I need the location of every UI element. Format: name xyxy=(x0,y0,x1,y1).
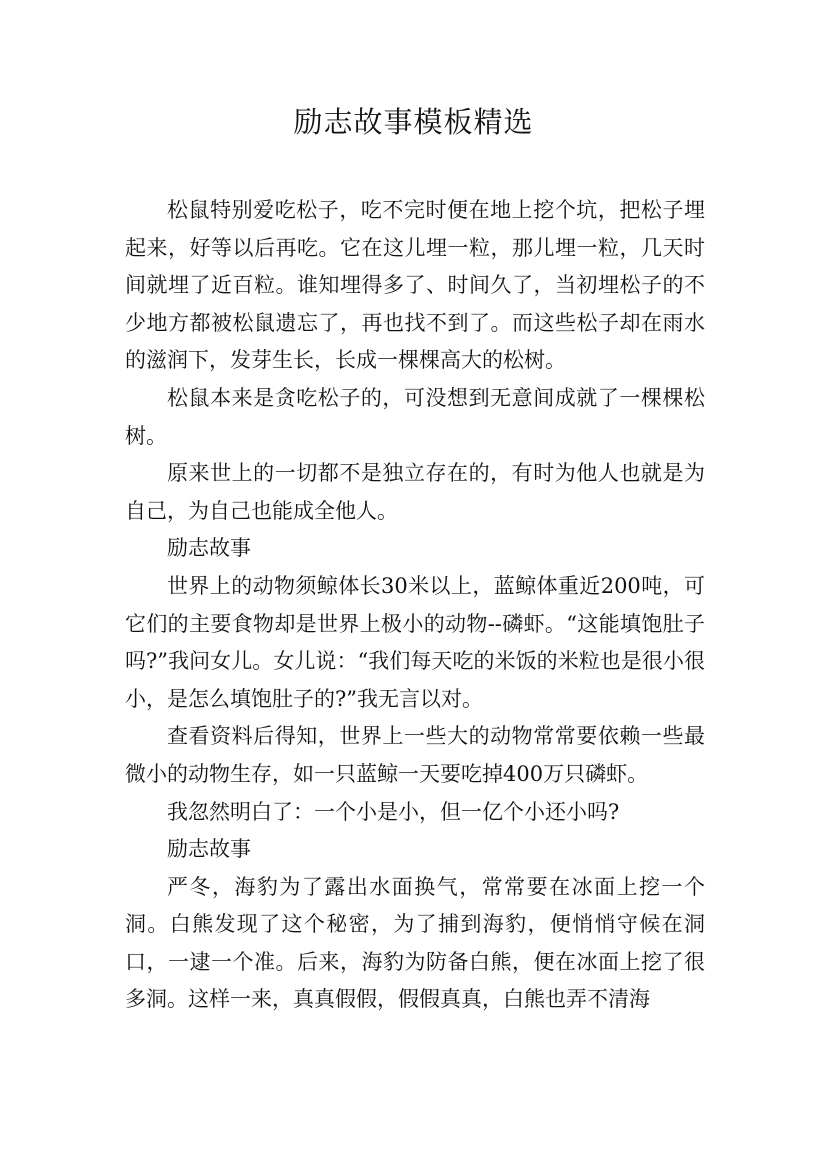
section-heading-story-1: 励志故事 xyxy=(167,536,251,561)
paragraph-squirrel-lesson: 原来世上的一切都不是独立存在的，有时为他人也就是为自己，为自己也能成全他人。 xyxy=(125,461,705,523)
paragraph-whale-facts: 查看资料后得知，世界上一些大的动物常常要依赖一些最微小的动物生存，如一只蓝鲸一天要吃掉400万只磷虾。 xyxy=(125,724,705,786)
document-body xyxy=(125,192,705,1019)
paragraph-seal-story: 严冬，海豹为了露出水面换气，常常要在冰面上挖一个洞。白熊发现了这个秘密，为了捕到海豹，便悄悄守候在洞口，一逮一个准。后来，海豹为防备白熊，便在冰面上挖了很多洞。这样一来，真真假假，假假真真，白熊也弄不清海 xyxy=(125,874,705,1012)
paragraph-squirrel-story: 松鼠特别爱吃松子，吃不完时便在地上挖个坑，把松子埋起来，好等以后再吃。它在这儿埋一粒，那儿埋一粒，几天时间就埋了近百粒。谁知埋得多了、时间久了，当初埋松子的不少地方都被松鼠遗忘了，再也找不到了。而这些松子却在雨水的滋润下，发芽生长，长成一棵棵高大的松树。 xyxy=(125,198,705,373)
paragraph-squirrel-moral: 松鼠本来是贪吃松子的，可没想到无意间成就了一棵棵松树。 xyxy=(125,385,705,448)
document-title: 励志故事模板精选 xyxy=(293,105,534,139)
paragraph-whale-story: 世界上的动物须鲸体长30米以上，蓝鲸体重近200吨，可它们的主要食物却是世界上极小的动物--磷虾。“这能填饱肚子吗?”我问女儿。女儿说：“我们每天吃的米饭的米粒也是很小很小，是怎么填饱肚子的?”我无言以对。 xyxy=(125,573,705,711)
section-heading-story-2: 励志故事 xyxy=(167,837,251,862)
paragraph-whale-lesson: 我忽然明白了：一个小是小，但一亿个小还小吗? xyxy=(167,799,620,824)
